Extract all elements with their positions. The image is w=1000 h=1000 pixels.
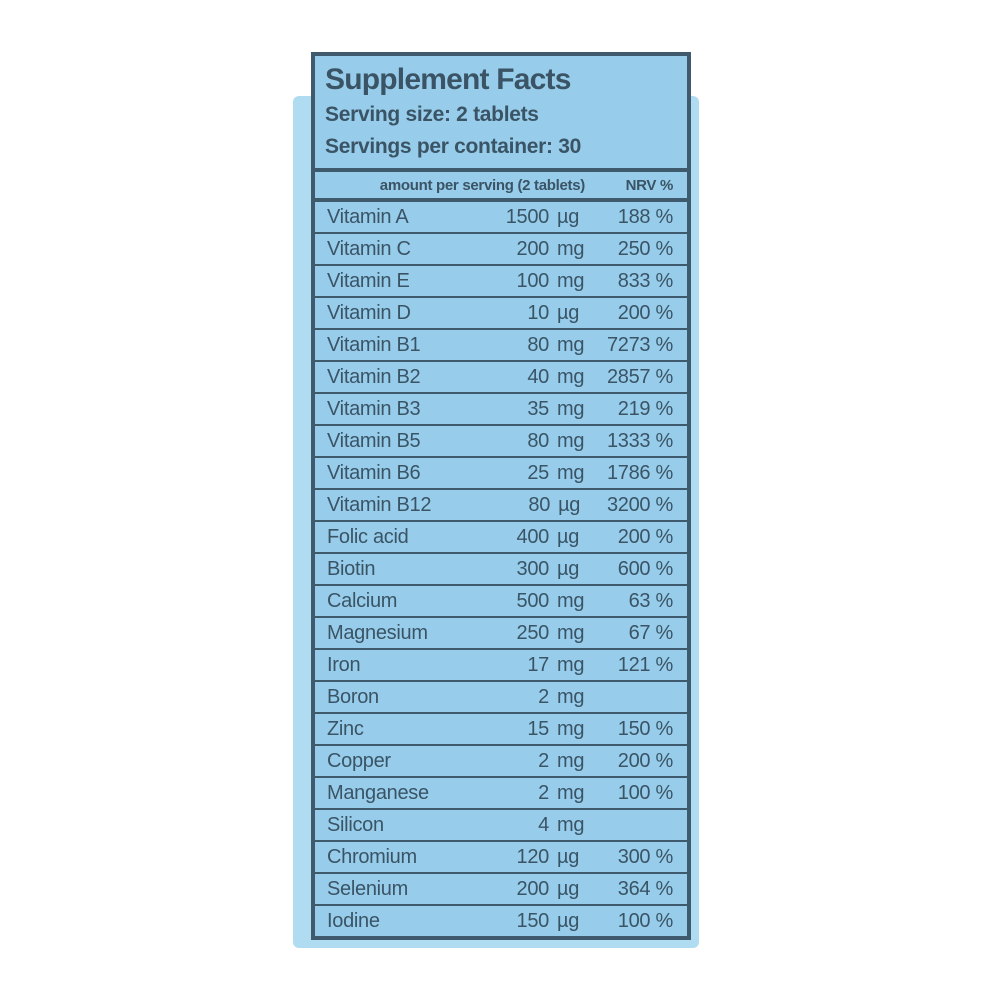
table-row — [315, 616, 687, 648]
nutrient-name: Vitamin E — [327, 269, 410, 292]
nutrient-nrv: 121 % — [617, 653, 673, 676]
nutrient-nrv: 7273 % — [606, 333, 673, 356]
nutrient-amount: 2 — [538, 685, 549, 708]
supplement-facts-title: Supplement Facts — [325, 63, 571, 96]
nutrient-amount: 2 — [538, 749, 549, 772]
nutrient-amount: 80 — [527, 429, 549, 452]
table-row — [315, 552, 687, 584]
table-row — [315, 424, 687, 456]
table-row — [315, 520, 687, 552]
nutrient-name: Copper — [327, 749, 391, 772]
nutrient-amount: 17 — [527, 653, 549, 676]
table-row — [315, 680, 687, 712]
nutrient-unit: µg — [557, 525, 580, 548]
nutrient-unit: µg — [557, 205, 580, 228]
table-row — [315, 296, 687, 328]
table-row — [315, 872, 687, 904]
table-row — [315, 584, 687, 616]
nutrient-unit: mg — [557, 365, 585, 388]
nutrient-name: Vitamin B6 — [327, 461, 421, 484]
nutrient-unit: µg — [557, 909, 580, 932]
table-row — [315, 360, 687, 392]
nutrient-name: Biotin — [327, 557, 376, 580]
nutrient-amount: 35 — [527, 397, 549, 420]
nutrient-unit: mg — [557, 397, 585, 420]
nutrient-nrv: 1333 % — [606, 429, 673, 452]
column-header-row — [315, 172, 687, 202]
table-row — [315, 456, 687, 488]
nutrient-name: Vitamin B12 — [327, 493, 432, 516]
nutrient-unit: µg — [558, 493, 581, 516]
table-row — [315, 744, 687, 776]
nrv-column-header: NRV % — [625, 176, 673, 194]
nutrient-amount: 250 — [516, 621, 549, 644]
nutrient-nrv: 100 % — [617, 781, 673, 804]
nutrient-unit: mg — [557, 685, 585, 708]
table-row — [315, 488, 687, 520]
nutrient-amount: 4 — [538, 813, 549, 836]
nutrient-name: Vitamin A — [327, 205, 409, 228]
nutrient-name: Magnesium — [327, 621, 428, 644]
nutrient-nrv: 150 % — [617, 717, 673, 740]
nutrient-name: Zinc — [327, 717, 364, 740]
table-row — [315, 392, 687, 424]
nutrient-name: Manganese — [327, 781, 429, 804]
nutrient-nrv: 188 % — [617, 205, 673, 228]
table-row — [315, 264, 687, 296]
nutrient-name: Vitamin B2 — [327, 365, 421, 388]
nutrient-amount: 500 — [516, 589, 549, 612]
nutrient-unit: mg — [557, 461, 585, 484]
table-row — [315, 904, 687, 936]
nutrient-unit: mg — [557, 653, 585, 676]
nutrient-unit: µg — [557, 877, 580, 900]
nutrient-name: Vitamin B1 — [327, 333, 421, 356]
nutrient-rows — [315, 202, 687, 936]
servings-per-container-text: Servings per container: 30 — [325, 135, 581, 158]
nutrient-unit: mg — [557, 429, 585, 452]
nutrient-amount: 25 — [527, 461, 549, 484]
nutrient-nrv: 250 % — [617, 237, 673, 260]
nutrient-amount: 80 — [528, 493, 551, 516]
nutrient-nrv: 364 % — [617, 877, 673, 900]
nutrient-unit: mg — [557, 589, 585, 612]
table-row — [315, 328, 687, 360]
nutrient-unit: mg — [557, 621, 585, 644]
nutrient-name: Iodine — [327, 909, 380, 932]
table-row — [315, 808, 687, 840]
nutrient-nrv: 100 % — [617, 909, 673, 932]
table-row — [315, 232, 687, 264]
nutrient-unit: mg — [557, 237, 585, 260]
nutrient-unit: µg — [557, 557, 580, 580]
nutrient-nrv: 3200 % — [606, 493, 673, 516]
nutrient-amount: 2 — [538, 781, 549, 804]
supplement-facts-panel — [311, 52, 691, 940]
nutrient-amount: 400 — [516, 525, 549, 548]
nutrient-amount: 100 — [516, 269, 549, 292]
nutrient-nrv: 833 % — [617, 269, 673, 292]
nutrient-nrv: 300 % — [617, 845, 673, 868]
nutrient-name: Iron — [327, 653, 361, 676]
table-row — [315, 202, 687, 232]
nutrient-nrv: 600 % — [617, 557, 673, 580]
nutrient-name: Vitamin B5 — [327, 429, 421, 452]
amount-column-header: amount per serving (2 tablets) — [379, 176, 585, 194]
nutrient-unit: mg — [557, 781, 585, 804]
nutrient-amount: 1500 — [505, 205, 549, 228]
nutrient-amount: 300 — [516, 557, 549, 580]
nutrient-unit: mg — [557, 717, 585, 740]
table-row — [315, 712, 687, 744]
nutrient-name: Calcium — [327, 589, 398, 612]
table-row — [315, 648, 687, 680]
nutrient-nrv: 200 % — [617, 525, 673, 548]
nutrient-name: Chromium — [327, 845, 417, 868]
nutrient-nrv: 200 % — [617, 301, 673, 324]
table-row — [315, 776, 687, 808]
nutrient-unit: mg — [557, 333, 585, 356]
nutrient-amount: 150 — [516, 909, 549, 932]
nutrient-nrv: 1786 % — [606, 461, 673, 484]
table-row — [315, 840, 687, 872]
label-header — [315, 56, 687, 172]
nutrient-amount: 120 — [516, 845, 549, 868]
nutrient-amount: 10 — [527, 301, 549, 324]
nutrient-name: Vitamin D — [327, 301, 411, 324]
nutrient-amount: 15 — [527, 717, 549, 740]
nutrient-amount: 200 — [516, 237, 549, 260]
nutrient-unit: mg — [557, 813, 585, 836]
nutrient-amount: 40 — [527, 365, 549, 388]
nutrient-nrv: 63 % — [628, 589, 673, 612]
nutrient-nrv: 67 % — [628, 621, 673, 644]
nutrient-nrv: 219 % — [617, 397, 673, 420]
nutrient-unit: mg — [557, 269, 585, 292]
nutrient-amount: 200 — [516, 877, 549, 900]
nutrient-name: Folic acid — [327, 525, 409, 548]
nutrient-name: Selenium — [327, 877, 408, 900]
nutrient-name: Vitamin C — [327, 237, 411, 260]
nutrient-unit: µg — [557, 301, 580, 324]
serving-size-text: Serving size: 2 tablets — [325, 103, 539, 126]
nutrient-amount: 80 — [527, 333, 549, 356]
nutrient-nrv: 200 % — [617, 749, 673, 772]
nutrient-name: Silicon — [327, 813, 384, 836]
nutrient-name: Vitamin B3 — [327, 397, 421, 420]
nutrient-nrv: 2857 % — [606, 365, 673, 388]
nutrient-name: Boron — [327, 685, 379, 708]
nutrient-unit: µg — [557, 845, 580, 868]
nutrient-unit: mg — [557, 749, 585, 772]
